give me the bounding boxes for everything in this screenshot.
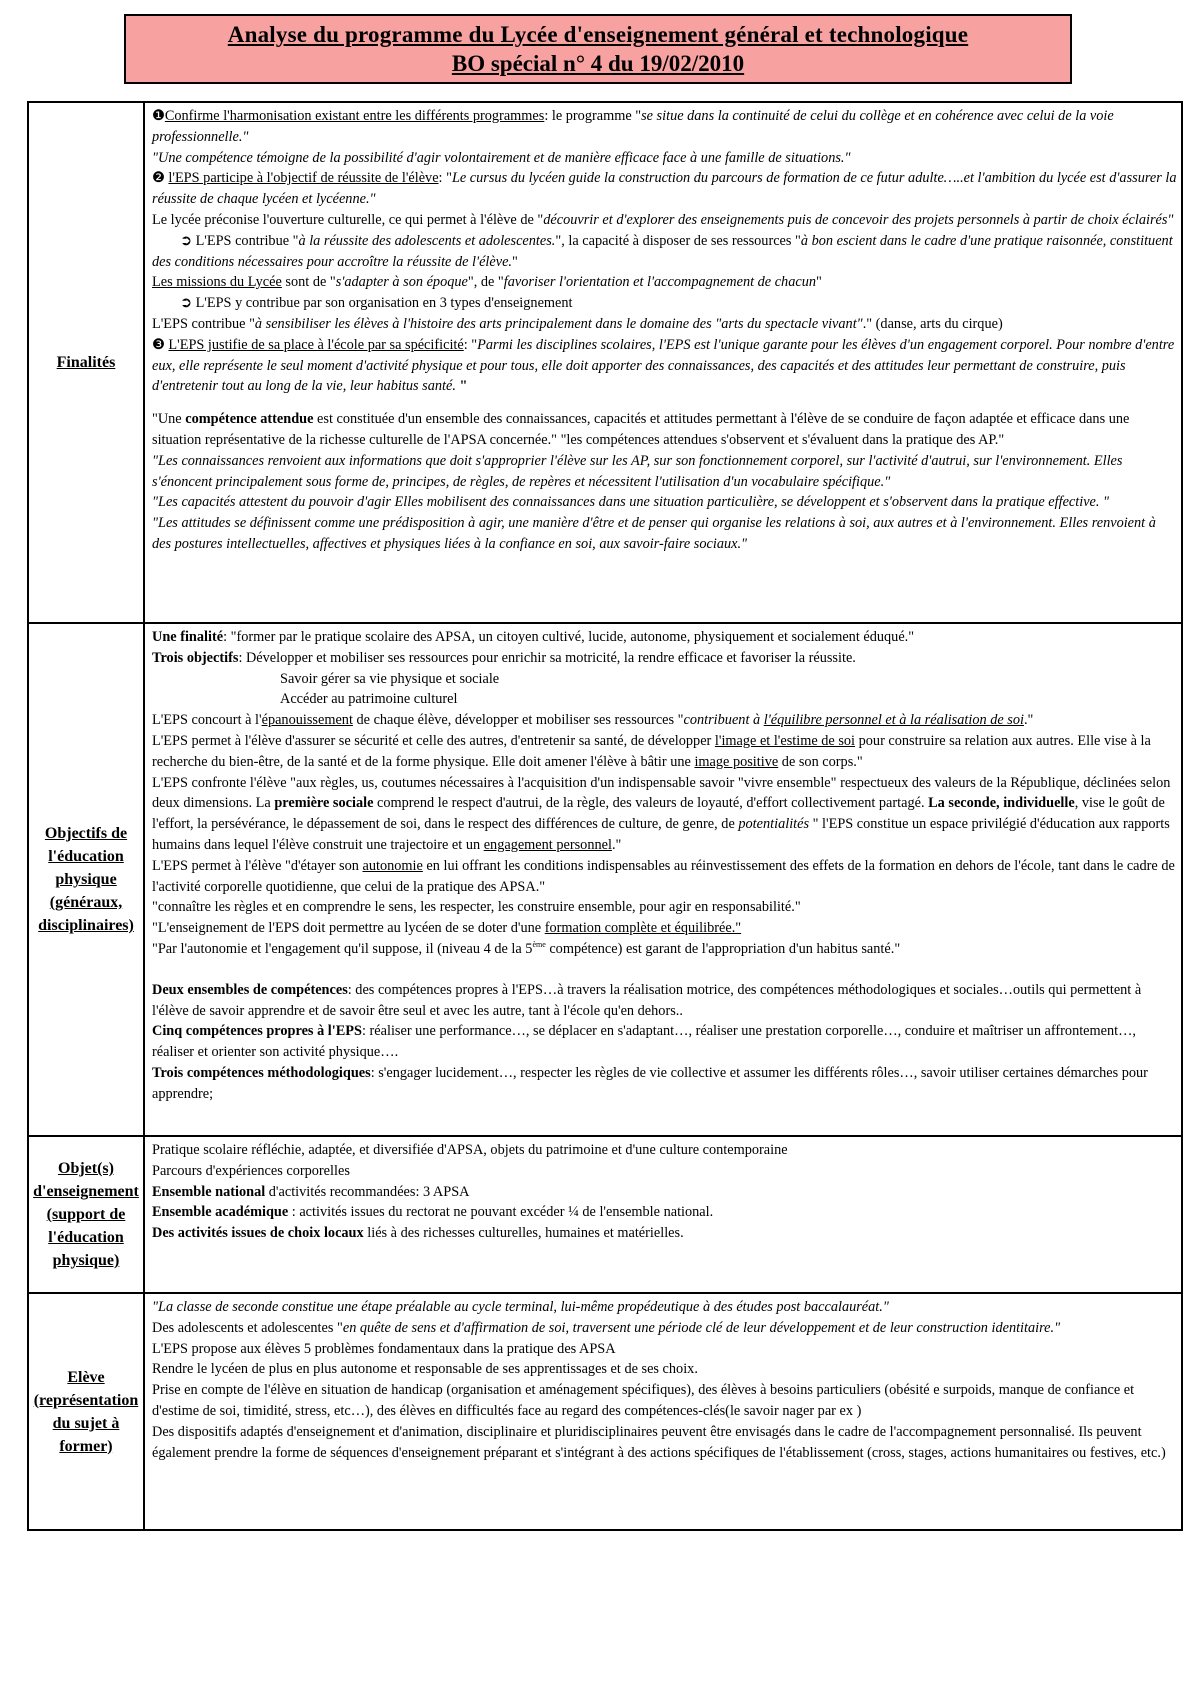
paragraph <box>152 1223 1177 1244</box>
text: "Une compétence témoigne de la possibilité d'agir volontairement et de manière efficace face à une famille de situations." <box>152 149 851 166</box>
text: : activités issues du rectorat ne pouvant excéder ¼ de l'ensemble national. <box>288 1204 714 1221</box>
text: " <box>816 274 822 291</box>
label-cell <box>28 1136 144 1293</box>
text: est constituée d'un ensemble des connaissances, capacités et attitudes permettant à l'élève de se conduire de façon adaptée et efficace dans une situation représentative de la richesse culturelle de l'APSA concernée." "les compétences attendues s'observent et s'évaluent dans la pratique des AP." <box>152 411 1130 448</box>
text: ." <box>1023 712 1034 729</box>
text: L'EPS contribue " <box>195 232 299 249</box>
text: d'activités recommandées: 3 APSA <box>265 1183 470 1200</box>
text: "Les capacités attestent du pouvoir d'agir Elles mobilisent des connaissances dans une situation particulière, se développent et s'observent dans la pratique effective. " <box>152 494 1110 511</box>
text: Ensemble académique <box>152 1204 289 1221</box>
text: à bon escient dans le cadre d'une pratique raisonnée, constituent des conditions nécessaires pour accroître la réussite de l'élève. <box>152 232 1173 270</box>
title-line-1: Analyse du programme du Lycée d'enseignement général et technologique <box>227 22 969 47</box>
spacer <box>152 960 1177 980</box>
paragraph <box>152 1021 1177 1063</box>
text: Parmi les disciplines scolaires, l'EPS est l'unique garante pour les élèves d'un engagement corporel. Pour nombre d'entre eux, elle représente le seul moment d'activité physique et pour tous, elle doit apporter des connaissances, des capacités et des attitudes leur permettant de construire, puis d'entretenir tout au long de la vie, leur habitus santé. <box>152 336 1175 395</box>
paragraph: Rendre le lycéen de plus en plus autonome et responsable de ses apprentissages et de ses choix. <box>152 1361 698 1378</box>
paragraph <box>152 314 1177 335</box>
text: pour construire sa relation aux autres. Elle vise à la recherche du bien-être, de la santé et de la forme physique. Elle doit amener l'élève à bâtir une <box>152 732 1151 770</box>
text: ." <box>611 836 622 853</box>
text: formation complète et équilibrée." <box>544 920 742 937</box>
paragraph: Des dispositifs adaptés d'enseignement et d'animation, disciplinaire et pluridisciplinaires peuvent être envisagés dans le cadre de l'accompagnement personnalisé. Ils peuvent également prendre la forme de séquences d'enseignement préparant et s'intégrant à des actions spécifiques de l'établissement (cross, stages, actions humanitaires ou festives, etc.) <box>152 1423 1166 1461</box>
text: "La classe de seconde constitue une étape préalable au cycle terminal, lui-même propédeutique à des études post baccalauréat." <box>152 1299 889 1315</box>
text: ème <box>532 940 546 950</box>
arrow-icon: ➲ <box>180 232 192 249</box>
text: découvrir et d'explorer des enseignements puis de concevoir des projets personnels à partir de choix éclairés" <box>543 211 1174 228</box>
row-label-finalites: Finalités <box>56 354 116 371</box>
paragraph <box>152 293 1177 314</box>
text: : des compétences propres à l'EPS…à travers la réalisation motrice, des compétences méthodologiques et sociales…outils qui permettent à l'élève de savoir apprendre et de savoir être seul et avec les autre, tant à l'école qu'en dehors.. <box>152 981 1142 1019</box>
text: L'EPS confronte l'élève "aux règles, us, coutumes nécessaires à l'acquisition d'un indispensable savoir "vivre ensemble" respectueux des valeurs de la République, déclinées selon deux dimensions. La <box>152 774 1171 812</box>
row-label-objets: Objet(s) d'enseignement (support de l'éducation physique) <box>33 1160 139 1269</box>
row-eleve <box>28 1293 1182 1530</box>
paragraph <box>152 918 1177 939</box>
paragraph: "connaître les règles et en comprendre le sens, les respecter, les construire ensemble, pour agir en responsabilité." <box>152 899 801 916</box>
text: s'adapter à son époque <box>335 274 468 291</box>
text: Les missions du Lycée <box>152 274 282 291</box>
paragraph <box>152 409 1177 451</box>
text: " l'EPS constitue un espace privilégié d'éducation aux rapports humains dans lequel l'élève construit une trajectoire et un <box>152 816 1170 853</box>
label-cell <box>28 623 144 1136</box>
content-objectifs <box>144 623 1182 1136</box>
text: L'EPS permet à l'élève d'assurer se sécurité et celle des autres, d'entretenir sa santé, de développer <box>152 732 715 749</box>
text: l'image et l'estime de soi <box>714 732 856 749</box>
paragraph <box>152 513 1177 555</box>
text: Confirme l'harmonisation existant entre les différents programmes <box>164 108 545 124</box>
paragraph <box>152 1063 1177 1105</box>
text: : " <box>438 170 452 187</box>
content-finalites <box>144 102 1182 623</box>
spacer <box>152 397 1177 409</box>
text: engagement personnel <box>483 836 612 853</box>
analysis-table <box>27 101 1183 1531</box>
text: de son corps." <box>778 753 863 770</box>
text: l'EPS participe à l'objectif de réussite de l'élève <box>168 170 439 187</box>
text: image positive <box>694 753 779 770</box>
paragraph: Parcours d'expériences corporelles <box>152 1162 350 1179</box>
row-finalites <box>28 102 1182 623</box>
text: : " <box>463 336 478 353</box>
row-label-eleve: Elève (représentation du sujet à former) <box>33 1368 139 1455</box>
text: "L'enseignement de l'EPS doit permettre au lycéen de se doter d'une <box>152 920 545 937</box>
text: L'EPS permet à l'élève "d'étayer son <box>152 857 363 874</box>
text: : "former par le pratique scolaire des APSA, un citoyen cultivé, lucide, autonome, physiquement et socialement éduqué." <box>223 629 915 645</box>
page-title <box>124 14 1072 84</box>
text: à la réussite des adolescents et adolescentes. <box>298 232 556 249</box>
text: Des activités issues de choix locaux <box>152 1225 364 1242</box>
text: Une finalité <box>152 629 224 645</box>
text: ", de " <box>467 274 504 291</box>
row-label-objectifs: Objectifs de l'éducation physique (généraux, disciplinaires) <box>38 825 134 934</box>
text: Le lycée préconise l'ouverture culturelle, ce qui permet à l'élève de " <box>152 211 544 228</box>
paragraph <box>152 1297 1177 1318</box>
text: Cinq compétences propres à l'EPS <box>152 1023 362 1040</box>
text: se situe dans la continuité de celui du collège et en cohérence avec celui de la voie professionnelle." <box>152 108 1114 145</box>
row-objets <box>28 1136 1182 1293</box>
content-eleve <box>144 1293 1182 1530</box>
paragraph: Savoir gérer sa vie physique et sociale <box>280 670 500 687</box>
text: "Une <box>152 411 186 428</box>
bullet-2-icon: ❷ <box>152 170 165 187</box>
text: contribuent à <box>683 712 764 729</box>
bullet-3-icon: ❸ <box>152 336 165 353</box>
text: L'EPS justifie de sa place à l'école par sa spécificité <box>168 336 464 353</box>
text: en quête de sens et d'affirmation de soi, traversent une période clé de leur développement et de leur construction identitaire." <box>342 1319 1061 1336</box>
paragraph <box>152 773 1177 856</box>
paragraph: Accéder au patrimoine culturel <box>280 691 458 708</box>
paragraph <box>152 106 1177 148</box>
text: L'EPS contribue " <box>152 315 255 332</box>
text: , vise le goût de l'effort, la persévérance, le dépassement de soi, dans le respect des différences de culture, de genre, de <box>152 795 1165 833</box>
paragraph <box>152 648 1177 669</box>
paragraph <box>152 335 1177 397</box>
text: "Par l'autonomie et l'engagement qu'il suppose, il (niveau 4 de la 5 <box>152 940 533 957</box>
text: autonomie <box>362 857 423 874</box>
label-cell <box>28 1293 144 1530</box>
paragraph <box>152 627 1177 648</box>
paragraph <box>152 939 1177 960</box>
text: première sociale <box>274 795 374 812</box>
text: compétence) est garant de l'appropriation d'un habitus santé." <box>545 940 901 957</box>
text: : le programme " <box>544 108 642 124</box>
title-line-2: BO spécial n° 4 du 19/02/2010 <box>451 51 745 76</box>
text: Deux ensembles de compétences <box>152 981 348 998</box>
text: Des adolescents et adolescentes " <box>152 1319 343 1336</box>
label-cell <box>28 102 144 623</box>
text: favoriser l'orientation et l'accompagnement de chacun <box>503 274 817 291</box>
text: liés à des richesses culturelles, humaines et matérielles. <box>363 1225 684 1242</box>
text: de chaque élève, développer et mobiliser ses ressources " <box>352 712 684 729</box>
paragraph: Prise en compte de l'élève en situation de handicap (organisation et aménagement spécifiques), des élèves à besoins particuliers (obésité e surpoids, manque de confiance et d'estime de soi, timidité, stress, etc…), des élèves en difficultés face au regard des compétences-clés(le savoir nager par ex ) <box>152 1382 1135 1419</box>
text: l'équilibre personnel et à la réalisation de soi <box>763 712 1024 729</box>
text: en lui offrant les conditions indispensables au réinvestissement des effets de la formation en dehors de l'école, tant dans le cadre de l'activité corporelle quotidienne, que celui de la pratique des APSA." <box>152 857 1175 895</box>
paragraph: Pratique scolaire réfléchie, adaptée, et diversifiée d'APSA, objets du patrimoine et d'une culture contemporaine <box>152 1142 788 1158</box>
text: "Les connaissances renvoient aux informations que doit s'approprier l'élève sur les AP, sur son fonctionnement corporel, sur l'activité d'autrui, sur l'environnement. Elles s'énoncent principalement sous forme de, principes, de règles, de repères et nécessitent l'utilisation d'un vocabulaire spécifique." <box>152 452 1123 490</box>
text: " <box>455 378 468 395</box>
paragraph <box>152 272 1177 293</box>
paragraph <box>152 148 1177 169</box>
paragraph <box>152 710 1177 731</box>
row-objectifs <box>28 623 1182 1136</box>
paragraph <box>152 168 1177 210</box>
text: " <box>512 253 518 270</box>
text: : réaliser une performance…, se déplacer en s'adaptant…, réaliser une prestation corporelle…, conduire et maîtriser un affrontement…, réaliser et orienter son activité physique…. <box>152 1023 1136 1061</box>
text: Trois compétences méthodologiques <box>152 1064 371 1081</box>
paragraph <box>152 980 1177 1022</box>
text: La seconde, individuelle <box>928 795 1075 812</box>
text: : s'engager lucidement…, respecter les règles de vie collective et assumer les différents rôles…, savoir utiliser certaines démarches pour apprendre; <box>152 1064 1148 1102</box>
paragraph <box>152 210 1177 231</box>
text: Ensemble national <box>152 1183 266 1200</box>
paragraph: L'EPS propose aux élèves 5 problèmes fondamentaux dans la pratique des APSA <box>152 1340 616 1357</box>
paragraph <box>152 856 1177 898</box>
text: sont de " <box>281 274 336 291</box>
content-objets <box>144 1136 1182 1293</box>
text: comprend le respect d'autrui, de la règle, des valeurs de loyauté, d'effort collectivement partagé. <box>373 795 929 812</box>
text: épanouissement <box>261 712 353 729</box>
text: ." (danse, arts du cirque) <box>862 315 1003 332</box>
paragraph <box>152 731 1177 773</box>
text: potentialités <box>738 816 810 833</box>
bullet-1-icon: ❶ <box>152 108 165 124</box>
text: "Les attitudes se définissent comme une prédisposition à agir, une manière d'être et de penser qui organise les relations à soi, aux autres et à l'environnement. Elles renvoient à des postures intellectuelles, affectives et physiques liées à la confiance en soi, aux savoir-faire sociaux." <box>152 515 1156 552</box>
arrow-icon: ➲ <box>180 295 192 312</box>
text: L'EPS y contribue par son organisation en 3 types d'enseignement <box>195 295 573 312</box>
paragraph <box>152 1182 1177 1203</box>
text: à sensibiliser les élèves à l'histoire des arts principalement dans le domaine des "arts du spectacle vivant" <box>254 315 863 332</box>
text: Le cursus du lycéen guide la construction du parcours de formation de ce futur adulte…..et l'ambition du lycée est d'assurer la réussite de chaque lycéen et lycéenne." <box>152 170 1177 208</box>
paragraph <box>152 231 1177 273</box>
paragraph <box>152 492 1177 513</box>
text: : Développer et mobiliser ses ressources pour enrichir sa motricité, la rendre efficace et favoriser la réussite. <box>238 649 856 666</box>
text: compétence attendue <box>185 411 314 428</box>
paragraph <box>152 1202 1177 1223</box>
text: Trois objectifs <box>152 649 239 666</box>
paragraph <box>152 451 1177 493</box>
paragraph <box>152 1318 1177 1339</box>
text: ", la capacité à disposer de ses ressources " <box>555 232 801 249</box>
text: L'EPS concourt à l' <box>152 712 262 729</box>
